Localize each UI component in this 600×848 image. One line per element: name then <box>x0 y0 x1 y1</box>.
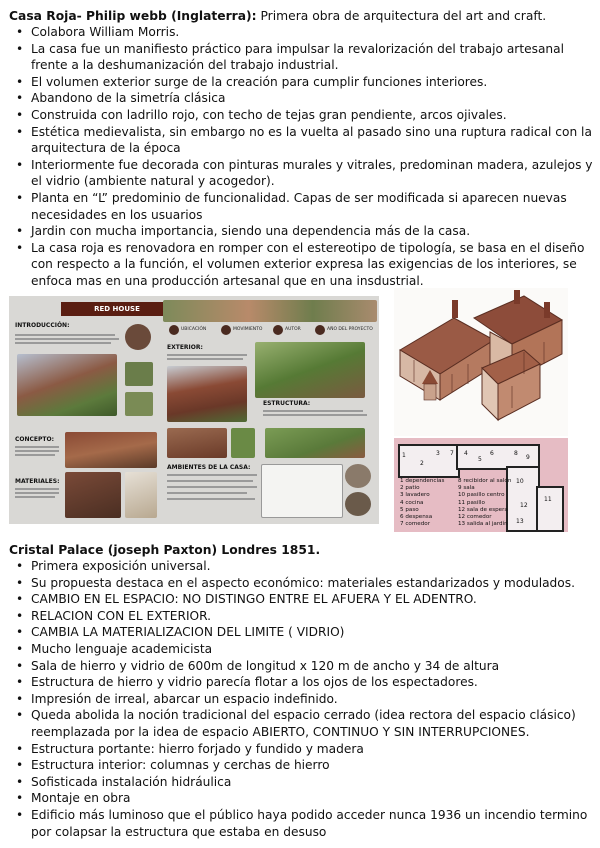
garden-photo <box>125 392 153 416</box>
list-item: • CAMBIO EN EL ESPACIO: NO DISTINGO ENTRE EL AFUERA Y EL ADENTRO. <box>9 591 595 608</box>
list-item: • Mucho lenguaje academicista <box>9 641 595 658</box>
list-item: • Primera exposición universal. <box>9 558 595 575</box>
list-item: • El volumen exterior surge de la creación para cumplir funciones interiores. <box>9 74 595 91</box>
floor-plan: 1 2 3 4 5 6 7 8 9 10 11 12 13 1 dependencias 2 patio 3 lavadero 4 cocina 5 paso 6 despensa 7 comedor 8 recibidor al salón 9 sala 10 pasillo centro 11 pasillo 12 sala de espera 12 comedor 13 salida al jardín <box>394 438 568 532</box>
poster-heading: ESTRUCTURA: <box>263 400 311 407</box>
house-photo <box>167 428 227 458</box>
poster-heading: MATERIALES: <box>15 478 60 485</box>
detail-photo <box>345 464 371 488</box>
list-item: • Planta en “L” predominio de funcionalidad. Capas de ser modificada si aparecen nuevas necesidades en los usuarios <box>9 190 595 223</box>
axonometric-svg <box>394 288 568 436</box>
detail-photo <box>345 492 371 516</box>
list-item: • La casa fue un manifiesto práctico para impulsar la revalorización del trabajo artesanal frente a la deshumanización del trabajo industrial. <box>9 41 595 74</box>
poster-heading: CONCEPTO: <box>15 436 55 443</box>
list-item: • Estructura de hierro y vidrio parecía flotar a los ojos de los espectadores. <box>9 674 595 691</box>
garden-photo <box>231 428 255 458</box>
year-icon <box>315 325 325 335</box>
location-icon <box>169 325 179 335</box>
author-icon <box>273 325 283 335</box>
list-item: • Sofisticada instalación hidráulica <box>9 774 595 791</box>
list-item: • Jardin con mucha importancia, siendo una dependencia más de la casa. <box>9 223 595 240</box>
list-item: • Estructura interior: columnas y cerchas de hierro <box>9 757 595 774</box>
interior-photo <box>125 472 157 518</box>
house-photo <box>65 432 157 468</box>
house-photo <box>17 354 117 416</box>
bullet-list <box>9 24 595 290</box>
garden-photo <box>255 342 365 398</box>
section-cristal-palace <box>9 542 595 840</box>
garden-photo <box>125 362 153 386</box>
aerial-photo <box>163 300 377 322</box>
garden-photo <box>265 428 365 458</box>
bullet-list <box>9 558 595 840</box>
list-item: • CAMBIA LA MATERIALIZACION DEL LIMITE ( VIDRIO) <box>9 624 595 641</box>
movement-icon <box>221 325 231 335</box>
poster-heading: INTRODUCCIÓN: <box>15 322 70 329</box>
poster-heading: EXTERIOR: <box>167 344 203 351</box>
poster-title: RED HOUSE <box>61 302 173 316</box>
list-item: • Estética medievalista, sin embargo no es la vuelta al pasado sino una ruptura radical con la arquitectura de la época <box>9 124 595 157</box>
floor-plan-photo <box>261 464 343 518</box>
list-item: • Estructura portante: hierro forjado y fundido y madera <box>9 741 595 758</box>
list-item: • La casa roja es renovadora en romper con el estereotipo de tipología, se basa en el diseño con respecto a la función, el volumen exterior expresa las exigencias de los interiores, se enfoca mas en una producción artesanal que en una insdustrial. <box>9 240 595 290</box>
red-house-poster: RED HOUSE INTRODUCCIÓN: UBICACIÓN MOVIMIENTO AUTOR AÑO DEL PROYECTO EXTERIOR: ESTRUCTURA: CONCEPTO: MATERIALES: AMBIENTES DE LA CASA: <box>9 296 379 524</box>
interior-photo <box>65 472 121 518</box>
list-item: • Queda abolida la noción tradicional del espacio cerrado (idea rectora del espacio clásico) reemplazada por la idea de espacio ABIERTO, CONTINUO Y SIN INTERRUPCIONES. <box>9 707 595 740</box>
list-item: • Colabora William Morris. <box>9 24 595 41</box>
section-title: Casa Roja- Philip webb (Inglaterra): Primera obra de arquitectura del art and craft. <box>9 9 547 23</box>
list-item: • Edificio más luminoso que el público haya podido acceder nunca 1936 un incendio termino por colapsar la estructura que estaba en desuso <box>9 807 595 840</box>
list-item: • Impresión de irreal, abarcar un espacio indefinido. <box>9 691 595 708</box>
portrait-photo <box>125 324 151 350</box>
section-title: Cristal Palace (joseph Paxton) Londres 1851. <box>9 543 321 557</box>
exterior-photo <box>167 366 247 422</box>
plan-legend: 1 dependencias 2 patio 3 lavadero 4 cocina 5 paso 6 despensa 7 comedor <box>400 478 445 528</box>
section-casa-roja <box>9 8 595 290</box>
list-item: • Interiormente fue decorada con pinturas murales y vitrales, predominan madera, azulejos y el vidrio (ambiente natural y acogedor). <box>9 157 595 190</box>
list-item: • RELACION CON EL EXTERIOR. <box>9 608 595 625</box>
list-item: • Construida con ladrillo rojo, con techo de tejas gran pendiente, arcos ojivales. <box>9 107 595 124</box>
plan-legend: 8 recibidor al salón 9 sala 10 pasillo centro 11 pasillo 12 sala de espera 12 comedor 13 salida al jardín <box>458 478 512 528</box>
list-item: • Su propuesta destaca en el aspecto económico: materiales estandarizados y modulados. <box>9 575 595 592</box>
list-item: • Sala de hierro y vidrio de 600m de longitud x 120 m de ancho y 34 de altura <box>9 658 595 675</box>
list-item: • Abandono de la simetría clásica <box>9 90 595 107</box>
poster-heading: AMBIENTES DE LA CASA: <box>167 464 251 471</box>
list-item: • Montaje en obra <box>9 790 595 807</box>
axonometric-drawing <box>394 288 568 436</box>
